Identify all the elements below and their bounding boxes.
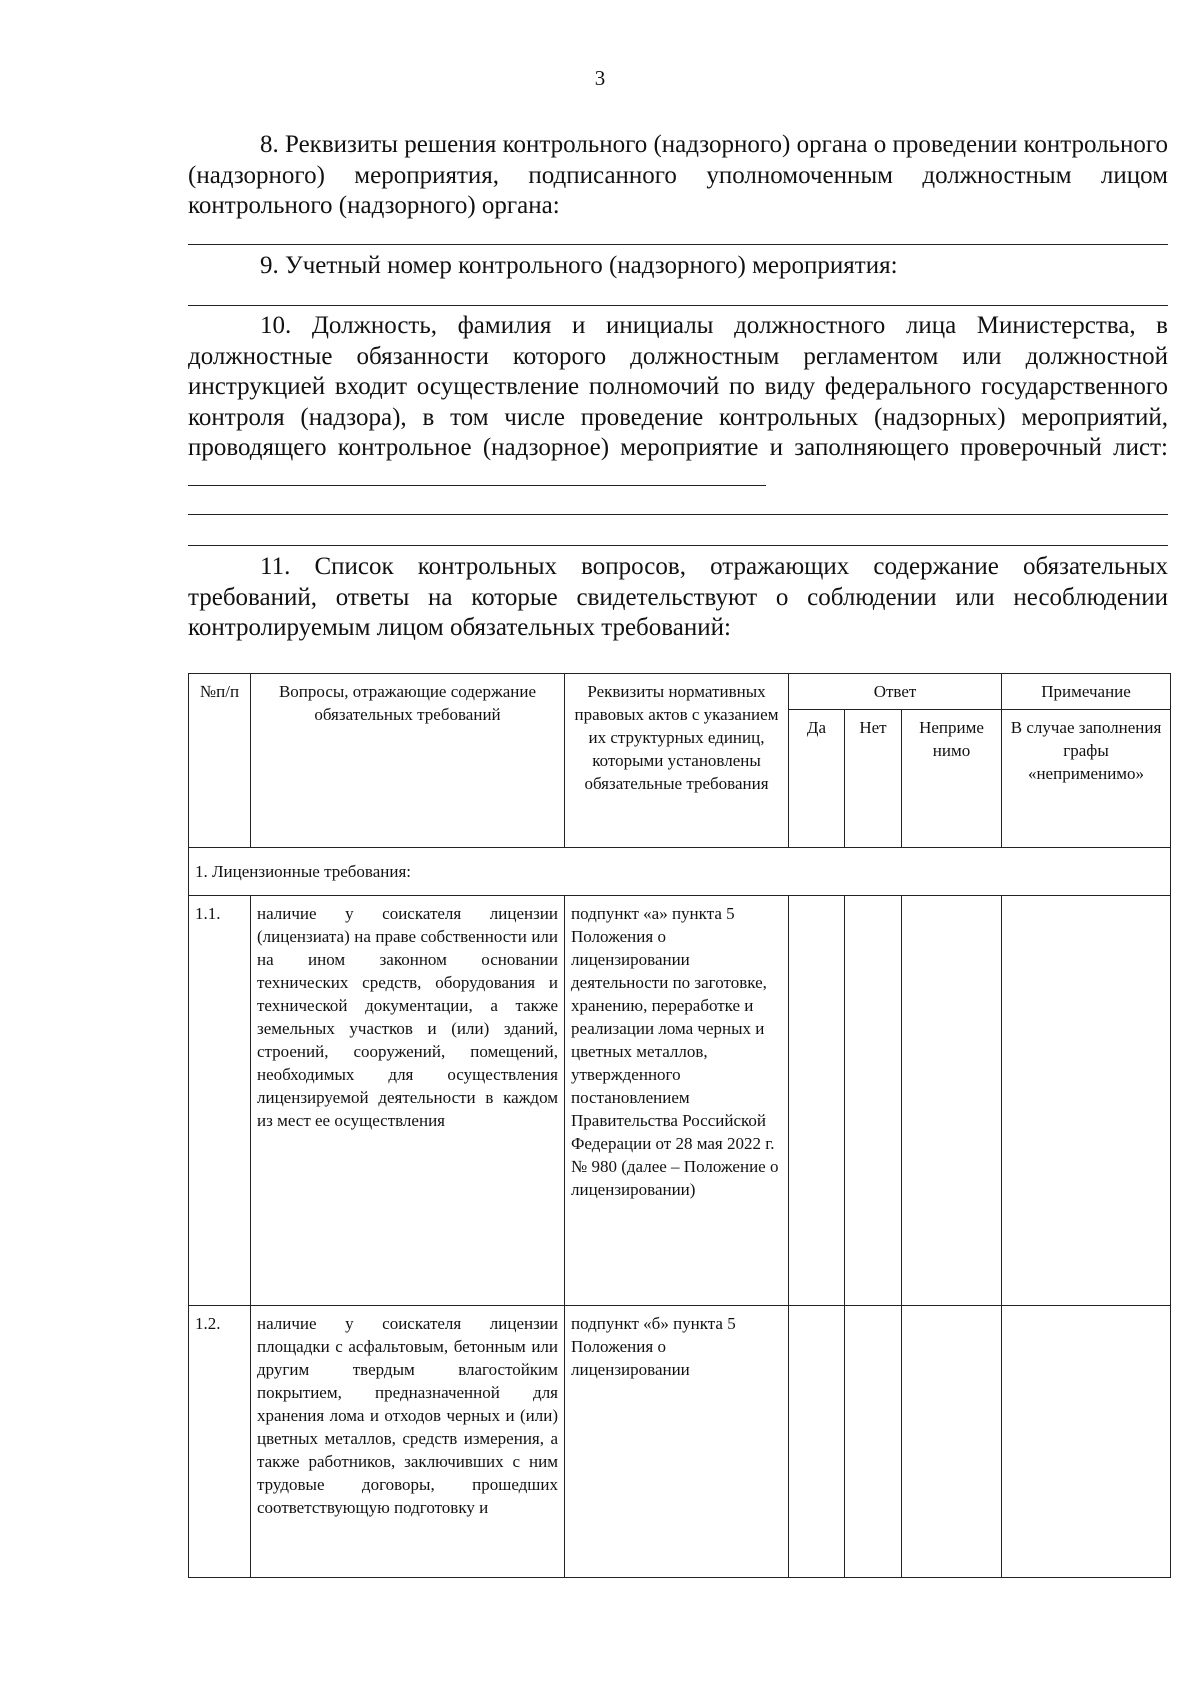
header-num: №п/п: [189, 674, 251, 848]
item-9-answer-line[interactable]: [188, 305, 1168, 306]
table-row: [189, 896, 1171, 1306]
item-8-text: 8. Реквизиты решения контрольного (надзорного) органа о проведении контрольного (надзорного) мероприятия, подписанного уполномоченным должностным лицом контрольного (надзорного) органа:: [188, 131, 1168, 219]
header-questions: Вопросы, отражающие содержание обязательных требований: [251, 674, 565, 848]
item-10-answer-line-2[interactable]: [188, 514, 1168, 515]
header-note: Примечание: [1002, 674, 1171, 710]
row-num: 1.1.: [189, 896, 251, 1306]
answer-no-cell[interactable]: [845, 1306, 902, 1578]
checklist-table: [188, 673, 1171, 1578]
answer-no-cell[interactable]: [845, 896, 902, 1306]
item-10-paragraph: [188, 311, 1168, 494]
answer-yes-cell[interactable]: [789, 896, 845, 1306]
item-10-text: 10. Должность, фамилия и инициалы должностного лица Министерства, в должностные обязанности которого должностным регламентом или должностной инструкцией входит осуществление полномочий по виду федерального государственного контроля (надзора), в том числе проведение контрольных (надзорных) мероприятий, проводящего контрольное (надзорное) мероприятие и заполняющего проверочный лист:: [188, 312, 1168, 461]
item-8-paragraph: [188, 130, 1168, 222]
answer-na-cell[interactable]: [902, 896, 1002, 1306]
header-no: Нет: [845, 710, 902, 848]
item-8-answer-line[interactable]: [188, 244, 1168, 245]
item-11-text: 11. Список контрольных вопросов, отражающих содержание обязательных требований, ответы на которые свидетельствуют о соблюдении или несоблюдении контролируемым лицом обязательных требований:: [188, 553, 1168, 641]
table-header-row-1: [189, 674, 1171, 710]
section-title: 1. Лицензионные требования:: [189, 848, 1171, 896]
item-9-text: 9. Учетный номер контрольного (надзорного) мероприятия:: [260, 252, 898, 279]
note-cell[interactable]: [1002, 1306, 1171, 1578]
row-num: 1.2.: [189, 1306, 251, 1578]
header-note-sub: В случае заполнения графы «неприменимо»: [1002, 710, 1171, 848]
table-row: [189, 1306, 1171, 1578]
note-cell[interactable]: [1002, 896, 1171, 1306]
header-na: Неприме нимо: [902, 710, 1002, 848]
item-10-answer-line-3[interactable]: [188, 545, 1168, 546]
item-11-paragraph: [188, 552, 1168, 644]
row-requisite: подпункт «б» пункта 5 Положения о лицензировании: [565, 1306, 789, 1578]
answer-na-cell[interactable]: [902, 1306, 1002, 1578]
header-requisites: Реквизиты нормативных правовых актов с указанием их структурных единиц, которыми установлены обязательные требования: [565, 674, 789, 848]
row-question: наличие у соискателя лицензии (лицензиата) на праве собственности или на ином законном основании технических средств, оборудования и технической документации, а также земельных участков и (или) зданий, строений, сооружений, помещений, необходимых для осуществления лицензируемой деятельности в каждом из мест ее осуществления: [251, 896, 565, 1306]
item-9-paragraph: [188, 251, 1168, 282]
header-answer: Ответ: [789, 674, 1002, 710]
answer-yes-cell[interactable]: [789, 1306, 845, 1578]
header-yes: Да: [789, 710, 845, 848]
page-number: 3: [594, 66, 606, 90]
table-section-row: [189, 848, 1171, 896]
row-question: наличие у соискателя лицензии площадки с асфальтовым, бетонным или другим твердым влагостойким покрытием, предназначенной для хранения лома и отходов черных и (или) цветных металлов, средств измерения, а также работников, заключивших с ним трудовые договоры, прошедших соответствующую подготовку и: [251, 1306, 565, 1578]
item-10-answer-line-1[interactable]: [188, 465, 766, 486]
row-requisite: подпункт «а» пункта 5 Положения о лицензировании деятельности по заготовке, хранению, переработке и реализации лома черных и цветных металлов, утвержденного постановлением Правительства Российской Федерации от 28 мая 2022 г. № 980 (далее – Положение о лицензировании): [565, 896, 789, 1306]
